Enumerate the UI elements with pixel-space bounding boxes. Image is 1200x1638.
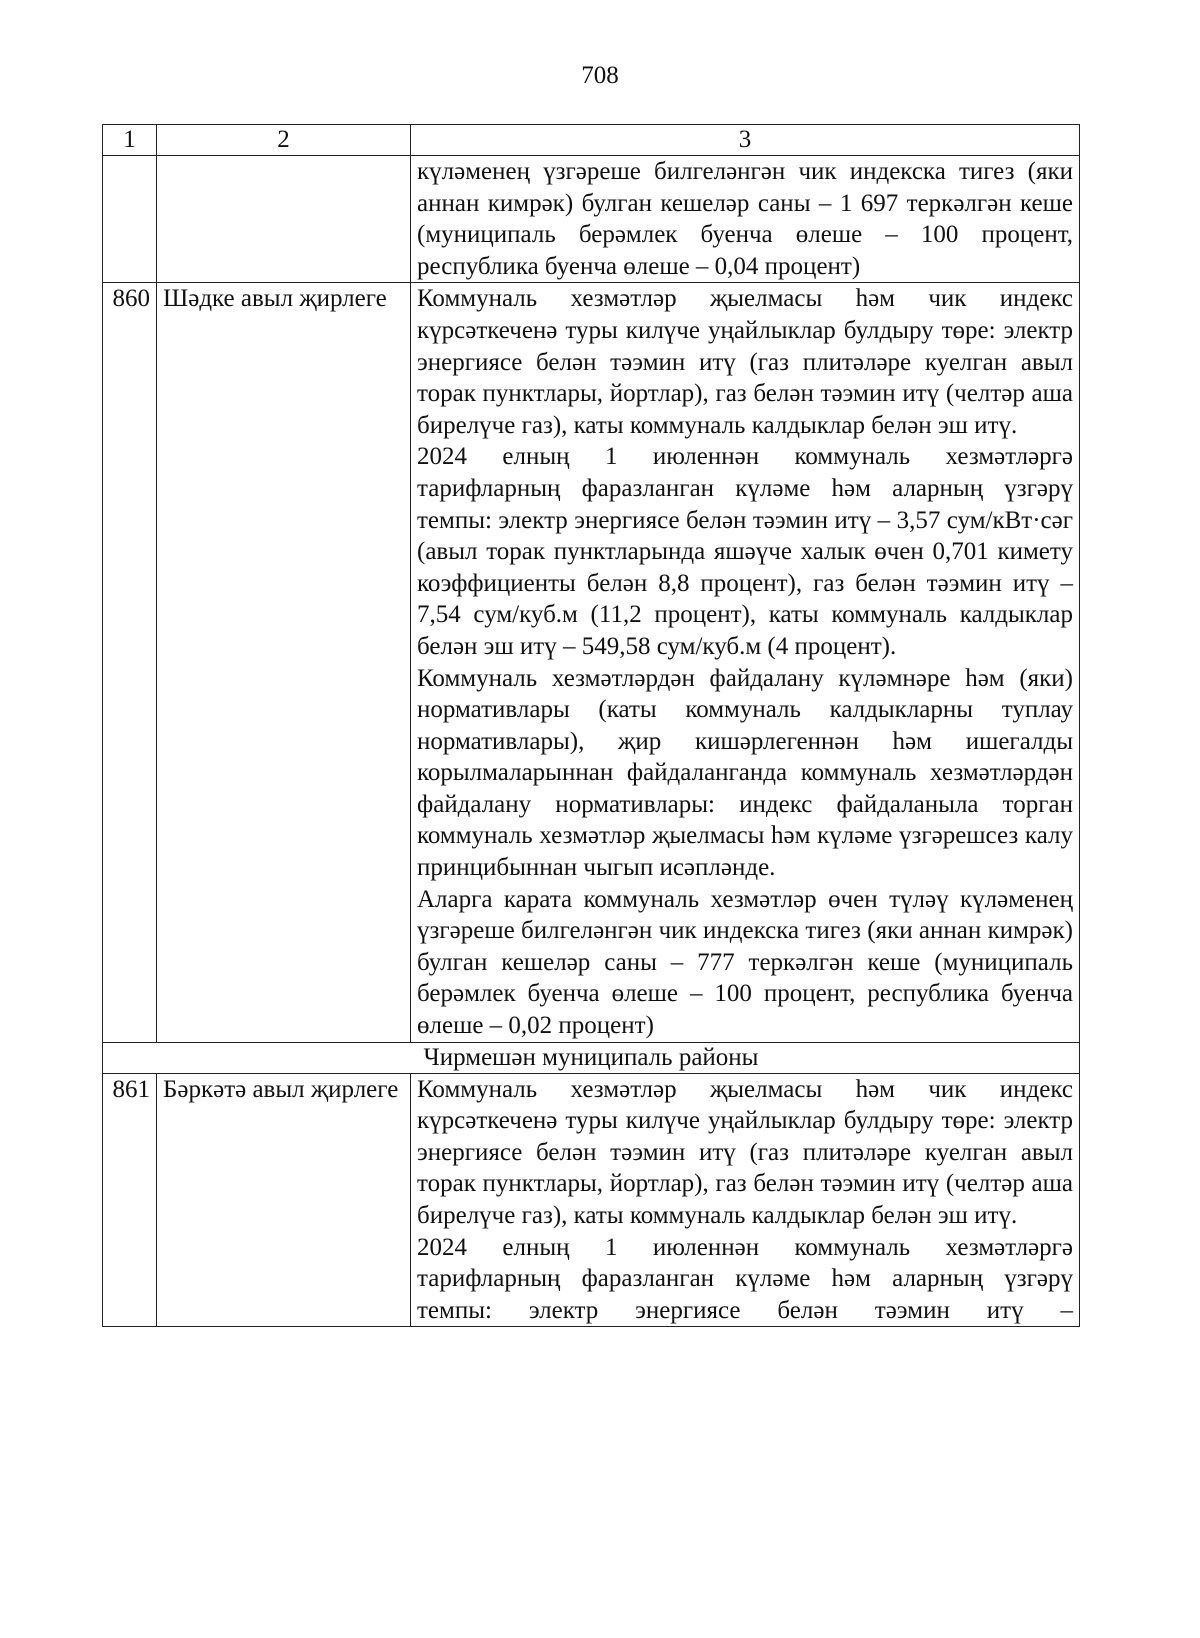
header-col-1: 1 — [103, 125, 157, 156]
section-row — [103, 1042, 1080, 1073]
description-paragraph: Аларга карата коммуналь хезмәтләр өчен түләү күләменең үзгәреше билгеләнгән чик индекска тигез (яки аннан кимрәк) булган кешеләр саны – 777 теркәлгән кеше (муниципаль берәмлек буенча өлеше – 100 процент, республика буенча өлеше – 0,02 процент) — [417, 885, 1073, 1040]
row-description — [411, 1073, 1080, 1327]
row-description — [411, 283, 1080, 1042]
description-paragraph: Коммуналь хезмәтләрдән файдалану күләмнәре һәм (яки) нормативлары (каты коммуналь калдыкларны туплау нормативлары), җир кишәрлегеннән һәм ишегалды корылмаларыннан файдаланганда коммуналь хезмәтләрдән файдалану нормативлары: индекс файдаланыла торган коммуналь хезмәтләр җыелмасы һәм күләме үзгәрешсез калу принцибыннан чыгып исәпләнде. — [417, 664, 1073, 882]
settlement-name — [157, 156, 411, 283]
settlement-name: Бәркәтә авыл җирлеге — [157, 1073, 411, 1327]
row-description — [411, 156, 1080, 283]
row-number: 861 — [103, 1073, 157, 1327]
table-row — [103, 283, 1080, 1042]
table-row — [103, 156, 1080, 283]
document-table — [102, 124, 1080, 1327]
description-paragraph: 2024 елның 1 июленнән коммуналь хезмәтләргә тарифларның фаразланган күләме һәм аларның үзгәрү темпы: электр энергиясе белән тәэмин итү – 3,57 сум/кВт·сәг (авыл торак пунктларында яшәүче халык өчен 0,701 кимету коэффициенты белән 8,8 процент), газ белән тәэмин итү – 7,54 сум/куб.м (11,2 процент), каты коммуналь калдыклар белән эш итү – 549,58 сум/куб.м (4 процент). — [417, 443, 1073, 660]
description-paragraph: 2024 елның 1 июленнән коммуналь хезмәтләргә тарифларның фаразланган күләме һәм аларның үзгәрү темпы: электр энергиясе белән тәэмин итү – — [417, 1233, 1073, 1324]
description-paragraph: Коммуналь хезмәтләр җыелмасы һәм чик индекс күрсәткеченә туры килүче уңайлыклар булдыру төре: электр энергиясе белән тәэмин итү (газ плитәләре куелган авыл торак пунктлары, йортлар), газ белән тәэмин итү (челтәр аша бирелүче газ), каты коммуналь калдыклар белән эш итү. — [417, 1075, 1073, 1229]
description-paragraph: күләменең үзгәреше билгеләнгән чик индекска тигез (яки аннан кимрәк) булган кешеләр саны – 1 697 теркәлгән кеше (муниципаль берәмлек буенча өлеше – 100 процент, республика буенча өлеше – 0,04 процент) — [417, 158, 1073, 280]
section-title: Чирмешән муниципаль районы — [103, 1042, 1080, 1073]
row-number: 860 — [103, 283, 157, 1042]
header-col-2: 2 — [157, 125, 411, 156]
row-number — [103, 156, 157, 283]
description-paragraph: Коммуналь хезмәтләр җыелмасы һәм чик индекс күрсәткеченә туры килүче уңайлыклар булдыру төре: электр энергиясе белән тәэмин итү (газ плитәләре куелган авыл торак пунктлары, йортлар), газ белән тәэмин итү (челтәр аша бирелүче газ), каты коммуналь калдыклар белән эш итү. — [417, 285, 1073, 439]
settlement-name: Шәдке авыл җирлеге — [157, 283, 411, 1042]
page-number: 708 — [581, 62, 619, 89]
table-row — [103, 1073, 1080, 1327]
header-col-3: 3 — [411, 125, 1080, 156]
table-header-row — [103, 125, 1080, 156]
